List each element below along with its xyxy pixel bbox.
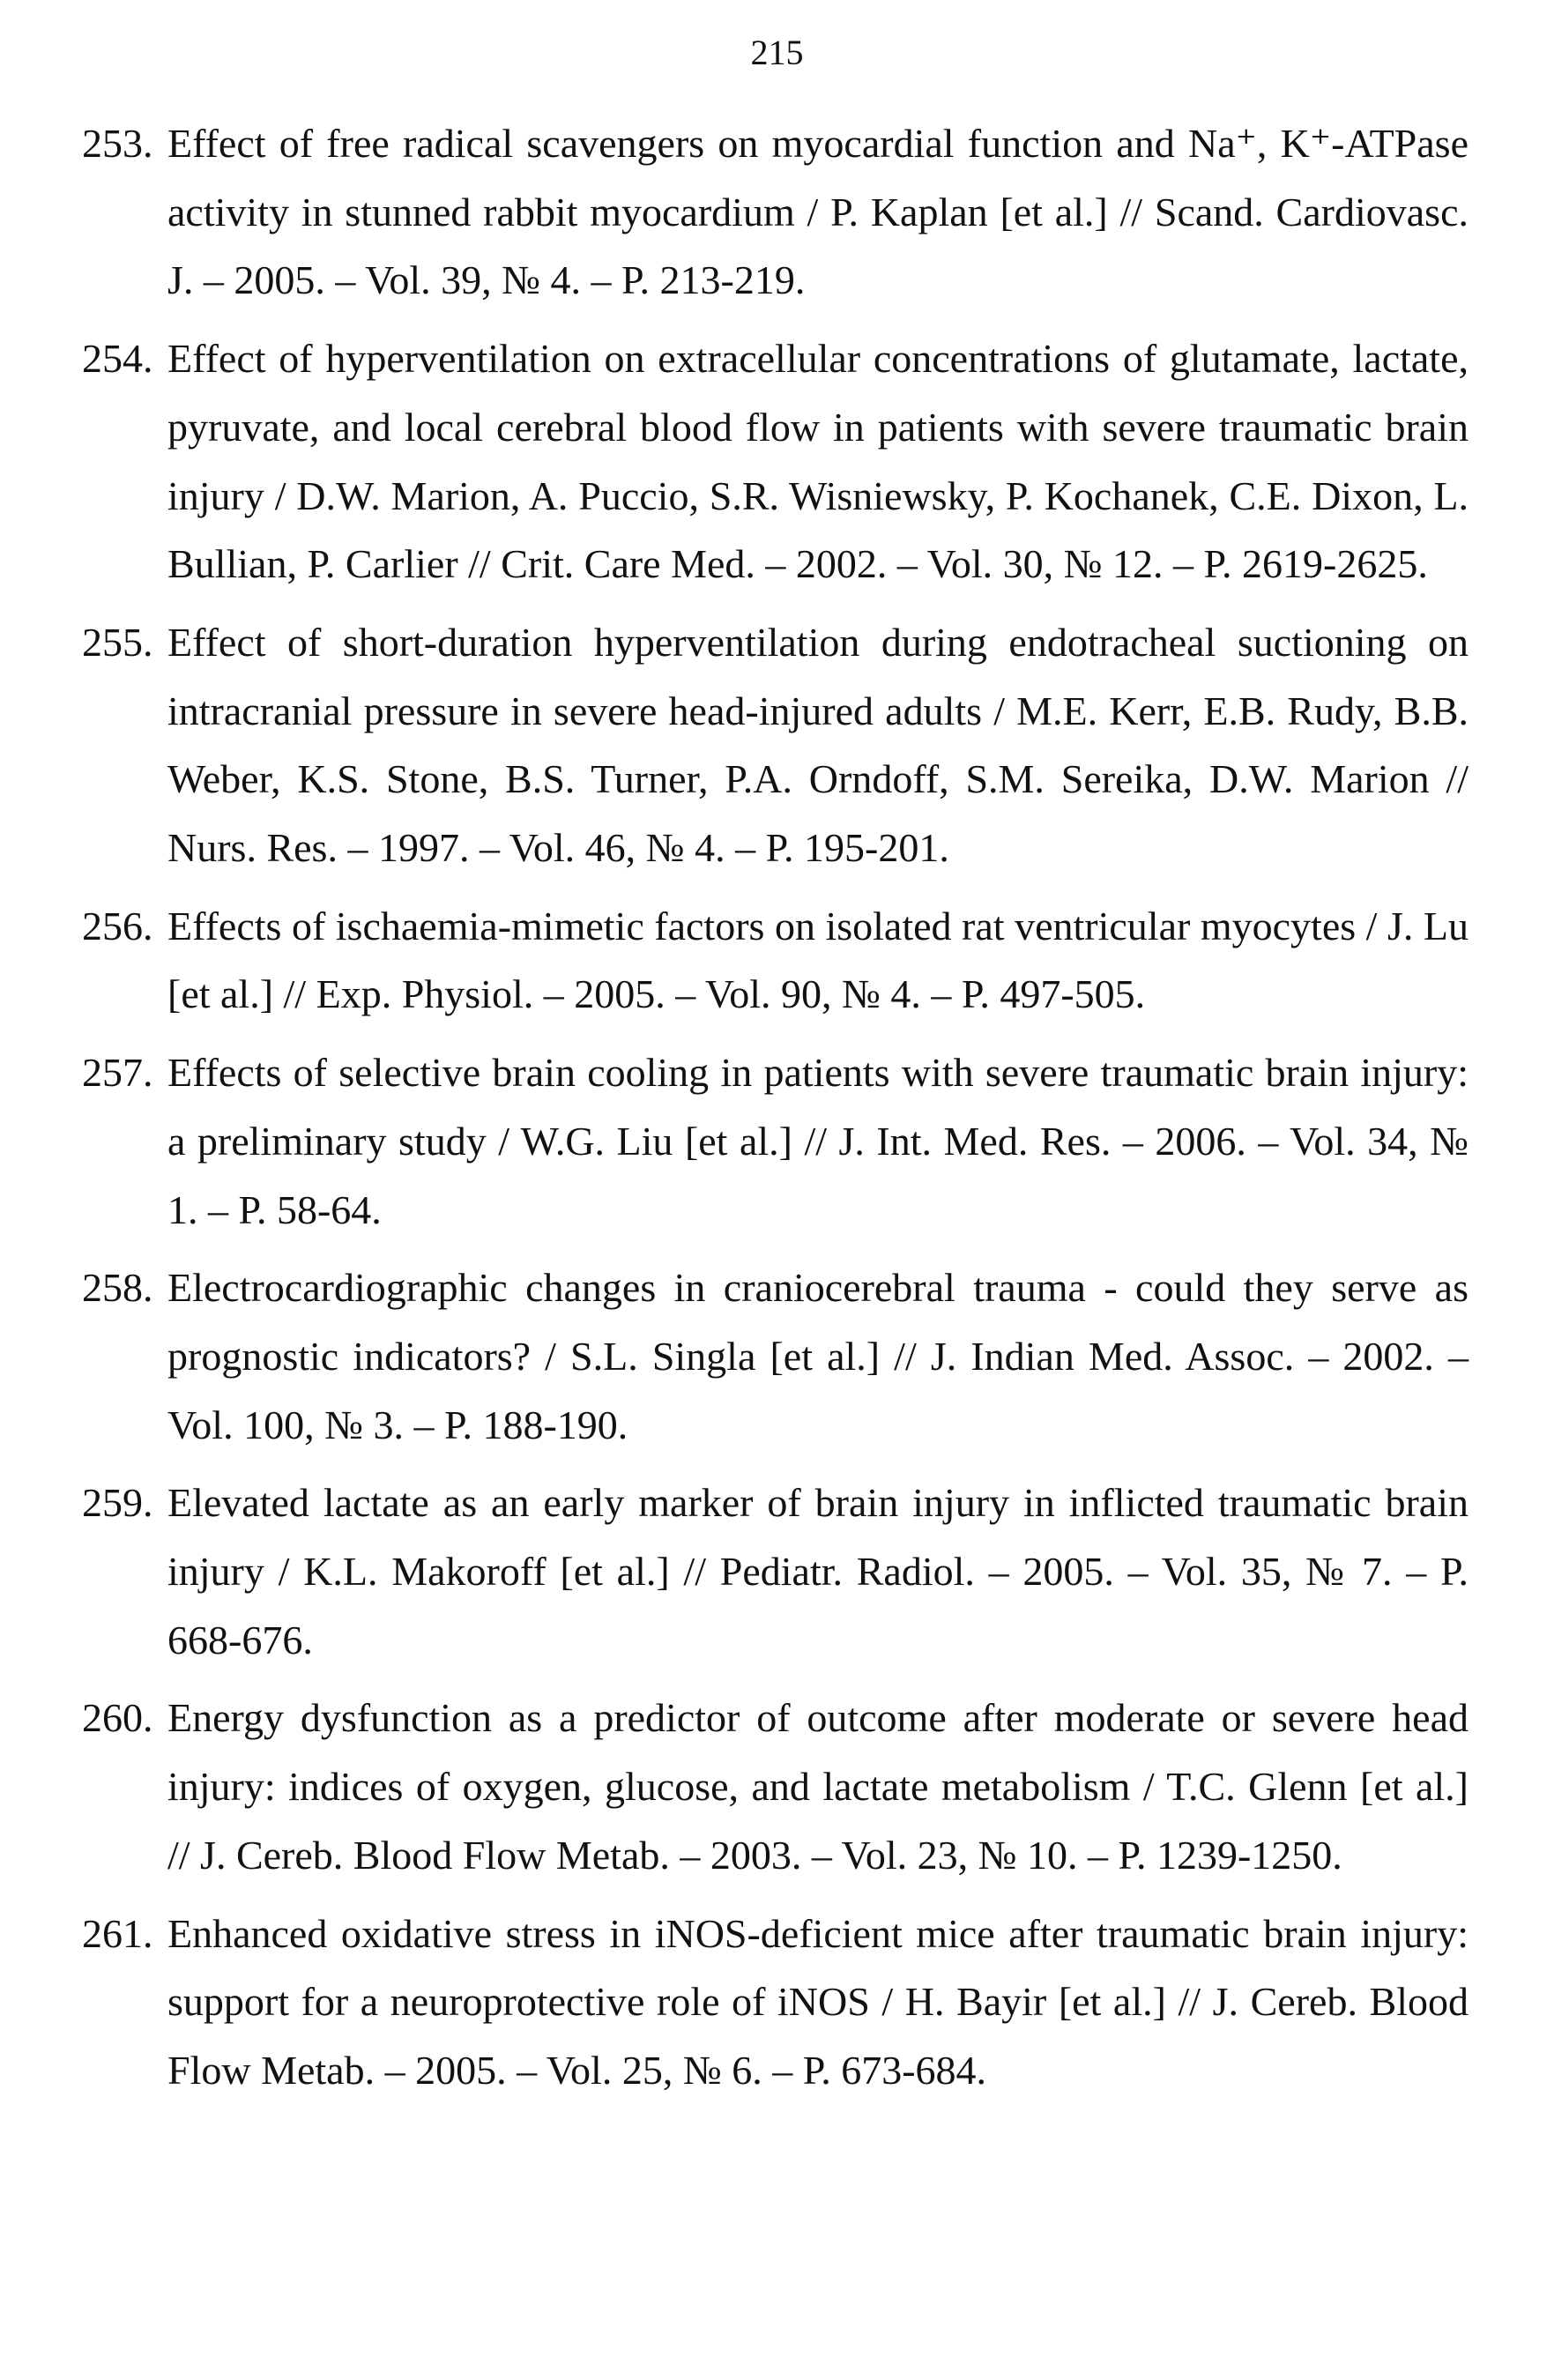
- reference-list: [0, 109, 1554, 2115]
- reference-number: 259.: [82, 1480, 153, 1526]
- reference-number: 253.: [82, 121, 153, 166]
- reference-number: 255.: [82, 619, 153, 665]
- reference-item: [0, 1469, 1554, 1674]
- reference-number: 254.: [82, 336, 153, 382]
- reference-item: [0, 324, 1554, 599]
- reference-number: 257.: [82, 1050, 153, 1096]
- reference-text: Electrocardiographic changes in craniocerebral trauma - could they serve as prognostic indicators? / S.L. Singla [et al.] // J. Indian Med. Assoc. – 2002. – Vol. 100, № 3. – P. 188-190.: [167, 1265, 1468, 1447]
- reference-text: Enhanced oxidative stress in iNOS-deficient mice after traumatic brain injury: support for a neuroprotective role of iNOS / H. Bayir [et al.] // J. Cereb. Blood Flow Metab. – 2005. – Vol. 25, № 6. – P. 673-684.: [167, 1910, 1468, 2093]
- page-number: 215: [750, 33, 804, 72]
- reference-text: Elevated lactate as an early marker of brain injury in inflicted traumatic brain injury / K.L. Makoroff [et al.] // Pediatr. Radiol. – 2005. – Vol. 35, № 7. – P. 668-676.: [167, 1480, 1468, 1662]
- reference-item: [0, 1684, 1554, 1889]
- reference-item: [0, 109, 1554, 315]
- reference-text: Effect of free radical scavengers on myocardial function and Na⁺, K⁺-ATPase activity in stunned rabbit myocardium / P. Kaplan [et al.] // Scand. Cardiovasc. J. – 2005. – Vol. 39, № 4. – P. 213-219.: [167, 121, 1468, 303]
- reference-text: Effects of ischaemia-mimetic factors on isolated rat ventricular myocytes / J. Lu [et al.] // Exp. Physiol. – 2005. – Vol. 90, № 4. – P. 497-505.: [167, 903, 1468, 1017]
- reference-item: [0, 892, 1554, 1029]
- reference-text: Effect of short-duration hyperventilation during endotracheal suctioning on intracranial pressure in severe head-injured adults / M.E. Kerr, E.B. Rudy, B.B. Weber, K.S. Stone, B.S. Turner, P.A. Orndoff, S.M. Sereika, D.W. Marion // Nurs. Res. – 1997. – Vol. 46, № 4. – P. 195-201.: [167, 619, 1468, 871]
- reference-text: Effects of selective brain cooling in patients with severe traumatic brain injury: a preliminary study / W.G. Liu [et al.] // J. Int. Med. Res. – 2006. – Vol. 34, № 1. – P. 58-64.: [167, 1050, 1468, 1232]
- reference-text: Energy dysfunction as a predictor of outcome after moderate or severe head injury: indices of oxygen, glucose, and lactate metabolism / T.C. Glenn [et al.] // J. Cereb. Blood Flow Metab. – 2003. – Vol. 23, № 10. – P. 1239-1250.: [167, 1695, 1468, 1878]
- reference-item: [0, 1253, 1554, 1459]
- reference-number: 260.: [82, 1695, 153, 1741]
- reference-item: [0, 1038, 1554, 1244]
- reference-text: Effect of hyperventilation on extracellular concentrations of glutamate, lactate, pyruvate, and local cerebral blood flow in patients with severe traumatic brain injury / D.W. Marion, A. Puccio, S.R. Wisniewsky, P. Kochanek, C.E. Dixon, L. Bullian, P. Carlier // Crit. Care Med. – 2002. – Vol. 30, № 12. – P. 2619-2625.: [167, 336, 1468, 587]
- reference-number: 256.: [82, 903, 153, 948]
- reference-number: 261.: [82, 1910, 153, 1956]
- reference-item: [0, 1900, 1554, 2105]
- reference-item: [0, 608, 1554, 882]
- reference-number: 258.: [82, 1265, 153, 1311]
